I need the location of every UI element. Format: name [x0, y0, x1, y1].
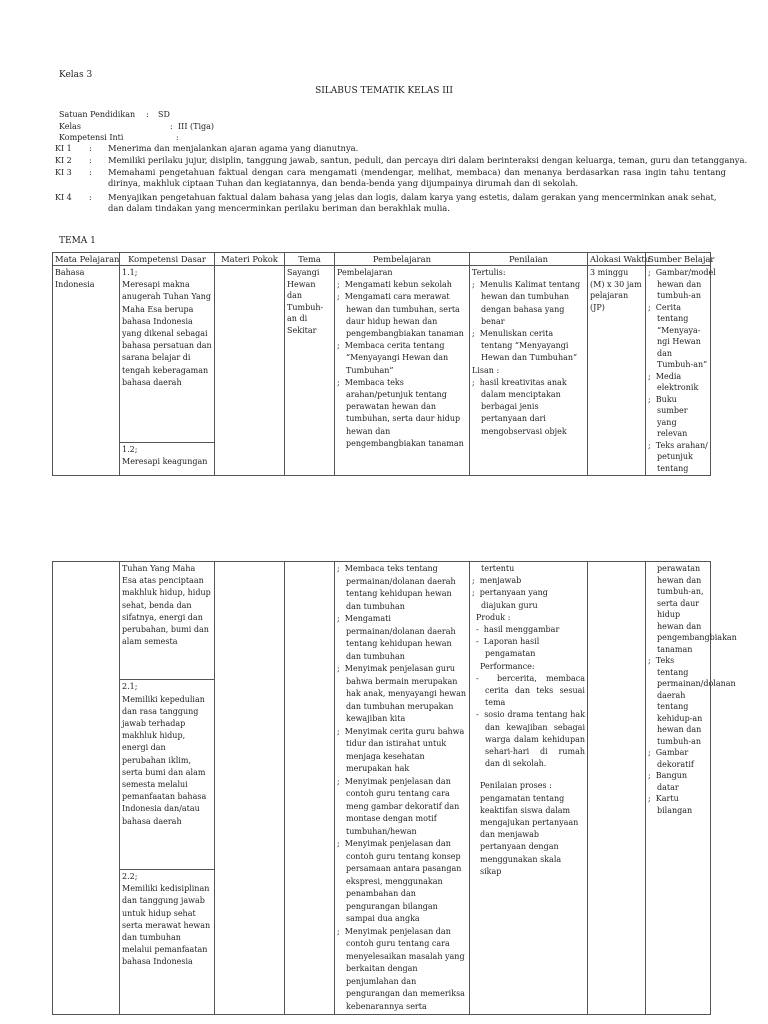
header-pembelajaran: Pembelajaran: [335, 253, 470, 266]
kd-text: Memiliki kedisiplinan dan tanggung jawab untuk hidup sehat serta merawat hewan dan tumbuhan melalui pemanfaatan bahasa Indonesia: [122, 884, 211, 967]
list-item: - sosio drama tentang hak dan kewajiban sebagai warga dalam kehidupan sehari-hari di rumah dan di sekolah.: [472, 709, 585, 770]
ki-code: KI 4: [55, 193, 72, 202]
list-item: ; Membaca cerita tentang “Menyayangi Hewan dan Tumbuhan”: [337, 340, 467, 377]
proses-text: pengamatan tentang keaktifan siswa dalam mengajukan pertanyaan dan menjawab pertanyaan dengan menggunakan skala sikap: [480, 793, 579, 876]
list-item: ; Mengamati permainan/dolanan daerah tentang kehidupan hewan dan tumbuhan: [337, 613, 467, 663]
ki-sep: :: [89, 144, 92, 153]
cell-pembelajaran: [335, 562, 470, 1015]
kd-code: 2.1;: [122, 682, 138, 692]
kd-code: 2.2;: [122, 872, 138, 882]
list-item: ; Menyimak cerita guru bahwa tidur dan istirahat untuk menjaga kesehatan merupakan hak: [337, 726, 467, 776]
ki-code: KI 2: [55, 156, 72, 165]
list-item: ; Media elektronik: [648, 371, 708, 394]
list-item: ; Bangun datar: [648, 770, 708, 793]
list-item: ; Menulis Kalimat tentang hewan dan tumbuhan dengan bahasa yang benar: [472, 279, 585, 328]
list-item: ; Menuliskan cerita tentang “Menyayangi Hewan dan Tumbuhan”: [472, 328, 585, 365]
cell-tema: Sayangi Hewan dan Tumbuh-an di Sekitar: [285, 266, 335, 476]
cell-kd-1-2: [120, 442, 215, 475]
list-item: ; pertanyaan yang diajukan guru: [472, 587, 585, 611]
info-label: Satuan Pendidikan: [59, 110, 136, 119]
ki-text: Memahami pengetahuan faktual dengan cara mengamati (mendengar, melihat, membaca) dan menanya berdasarkan rasa ingin tahu tentang dirinya, makhluk ciptaan Tuhan dan kegiatannya, dan benda-benda yang dijumpainya dirumah dan di sekolah.: [108, 167, 726, 188]
cell-pembelajaran: [335, 266, 470, 476]
sumber-lead: perawatan hewan dan tumbuh-an, serta daur hidup hewan dan pengembangbiakan tanaman: [657, 564, 737, 654]
syllabus-table-1: [52, 252, 716, 476]
list-item: ; Gambar dekoratif: [648, 747, 708, 770]
cell-sumber-belajar: [646, 266, 716, 476]
info-label: Kelas: [59, 122, 81, 131]
penilaian-text: tertentu: [481, 564, 515, 573]
ki-sep: :: [89, 168, 92, 177]
list-item: ; Gambar/model hewan dan tumbuh-an: [648, 267, 708, 302]
ki-text: Menerima dan menjalankan ajaran agama yang dianutnya.: [108, 143, 359, 153]
cell-materi-pokok: [215, 562, 285, 1015]
cell-mata-pelajaran: Bahasa Indonesia: [53, 266, 120, 476]
list-item: ; Teks arahan/ petunjuk tentang: [648, 440, 708, 475]
produk-label: Produk :: [476, 612, 511, 622]
kd-text: Memiliki kepedulian dan rasa tanggung jawab terhadap makhluk hidup, energi dan perubahan iklim, serta bumi dan alam semesta melalui pemanfaatan bahasa Indonesia dan/atau bahasa daerah: [122, 694, 207, 826]
document-title: SILABUS TEMATIK KELAS III: [315, 86, 453, 96]
header-tema: Tema: [285, 253, 335, 266]
header-alokasi-waktu: Alokasi Waktu: [588, 253, 646, 266]
cell-materi-pokok: [215, 266, 285, 476]
ki-code: KI 1: [55, 144, 72, 153]
list-item: ; Menyimak penjelasan dan contoh guru tentang cara meng gambar dekoratif dan montase dengan motif tumbuhan/hewan: [337, 776, 467, 839]
syllabus-table-2: [52, 561, 737, 1015]
info-label: Kompetensi Inti: [59, 133, 124, 142]
list-item: ; Mengamati cara merawat hewan dan tumbuhan, serta daur hidup hewan dan pengembangbiakan tanaman: [337, 291, 467, 340]
header-kompetensi-dasar: Kompetensi Dasar: [120, 253, 215, 266]
list-item: ; Membaca teks tentang permainan/dolanan daerah tentang kehidupan hewan dan tumbuhan: [337, 563, 467, 613]
proses-label: Penilaian proses :: [480, 781, 552, 791]
cell-alokasi-waktu: [588, 562, 646, 1015]
header-penilaian: Penilaian: [470, 253, 588, 266]
list-item: - hasil menggambar: [472, 624, 585, 636]
kd-code: 1.2;: [122, 444, 138, 454]
cell-mata-pelajaran: [53, 562, 120, 1015]
ki-sep: :: [89, 156, 92, 165]
ki-text: Menyajikan pengetahuan faktual dalam bahasa yang jelas dan logis, dalam karya yang estetis, dalam gerakan yang mencerminkan anak sehat, dan dalam tindakan yang mencerminkan perilaku beriman dan berakhlak mulia.: [108, 192, 717, 213]
cell-sumber-belajar: [646, 562, 737, 1015]
cell-kd-cont: Tuhan Yang Maha Esa atas penciptaan makhluk hidup, hidup sehat, benda dan sifatnya, energi dan perubahan, bumi dan alam semesta: [120, 562, 215, 680]
ki-code: KI 3: [55, 168, 72, 177]
list-item: ; Cerita tentang “Menyaya-ngi Hewan dan Tumbuh-an”: [648, 302, 708, 371]
list-item: ; Teks tentang permainan/dolanan daerah tentang kehidup-an hewan dan tumbuh-an: [648, 655, 708, 747]
cell-kd-1-1: [120, 266, 215, 443]
cell-tema: [285, 562, 335, 1015]
list-item: ; Membaca teks arahan/petunjuk tentang perawatan hewan dan tumbuhan, serta daur hidup hewan dan pengembangbiakan tanaman: [337, 377, 467, 450]
kd-text: Meresapi makna anugerah Tuhan Yang Maha Esa berupa bahasa Indonesia yang dikenal sebagai bahasa persatuan dan sarana belajar di tengah keberagaman bahasa daerah: [122, 280, 212, 387]
list-item: ; Menyimak penjelasan dan contoh guru tentang konsep persamaan antara pasangan ekspresi, menggunakan penambahan dan pengurangan bilangan sampai dua angka: [337, 838, 467, 926]
penilaian-lisan: Lisan :: [472, 365, 500, 375]
list-item: ; Kartu bilangan: [648, 793, 708, 816]
info-sep: :: [146, 110, 149, 119]
list-item: ; hasil kreativitas anak dalam menciptakan berbagai jenis pertanyaan dari mengobservasi objek: [472, 377, 585, 438]
list-item: - bercerita, membaca cerita dan teks sesuai tema: [472, 673, 585, 710]
cell-penilaian: [470, 266, 588, 476]
ki-text: Memiliki perilaku jujur, disiplin, tanggung jawab, santun, peduli, dan percaya diri dalam berinteraksi dengan keluarga, teman, guru dan tetangganya.: [108, 155, 748, 165]
list-item: ; menjawab: [472, 575, 585, 587]
ki-sep: :: [89, 193, 92, 202]
info-value: III (Tiga): [178, 122, 215, 131]
kd-text: Meresapi keagungan: [122, 457, 208, 466]
performance-label: Performance:: [480, 661, 535, 671]
cell-kd-2-2: [120, 870, 215, 1015]
class-label: Kelas 3: [59, 70, 93, 80]
cell-kd-2-1: [120, 680, 215, 870]
header-sumber-belajar: Sumber Belajar: [646, 253, 711, 266]
cell-penilaian: [470, 562, 588, 1015]
penilaian-head: Tertulis:: [472, 268, 506, 277]
list-item: ; Buku sumber yang relevan: [648, 394, 708, 440]
list-item: ; Mengamati kebun sekolah: [337, 279, 467, 291]
info-value: SD: [158, 110, 170, 119]
list-item: ; Menyimak penjelasan guru bahwa bermain merupakan hak anak, menyayangi hewan dan tumbuhan merupakan kewajiban kita: [337, 663, 467, 726]
info-sep: :: [176, 133, 179, 142]
list-item: - Laporan hasil pengamatan: [472, 636, 585, 660]
pembelajaran-head: Pembelajaran: [337, 268, 393, 277]
cell-alokasi-waktu: 3 minggu (M) x 30 jam pelajaran (JP): [588, 266, 646, 476]
header-materi-pokok: Materi Pokok: [215, 253, 285, 266]
info-sep: :: [170, 122, 173, 131]
header-mata-pelajaran: Mata Pelajaran: [53, 253, 120, 266]
list-item: ; Menyimak penjelasan dan contoh guru tentang cara menyelesaikan masalah yang berkaitan dengan penjumlahan dan pengurangan dan memeriksa kebenarannya serta: [337, 926, 467, 1014]
kd-code: 1.1;: [122, 268, 138, 277]
tema-label: TEMA 1: [59, 236, 96, 246]
